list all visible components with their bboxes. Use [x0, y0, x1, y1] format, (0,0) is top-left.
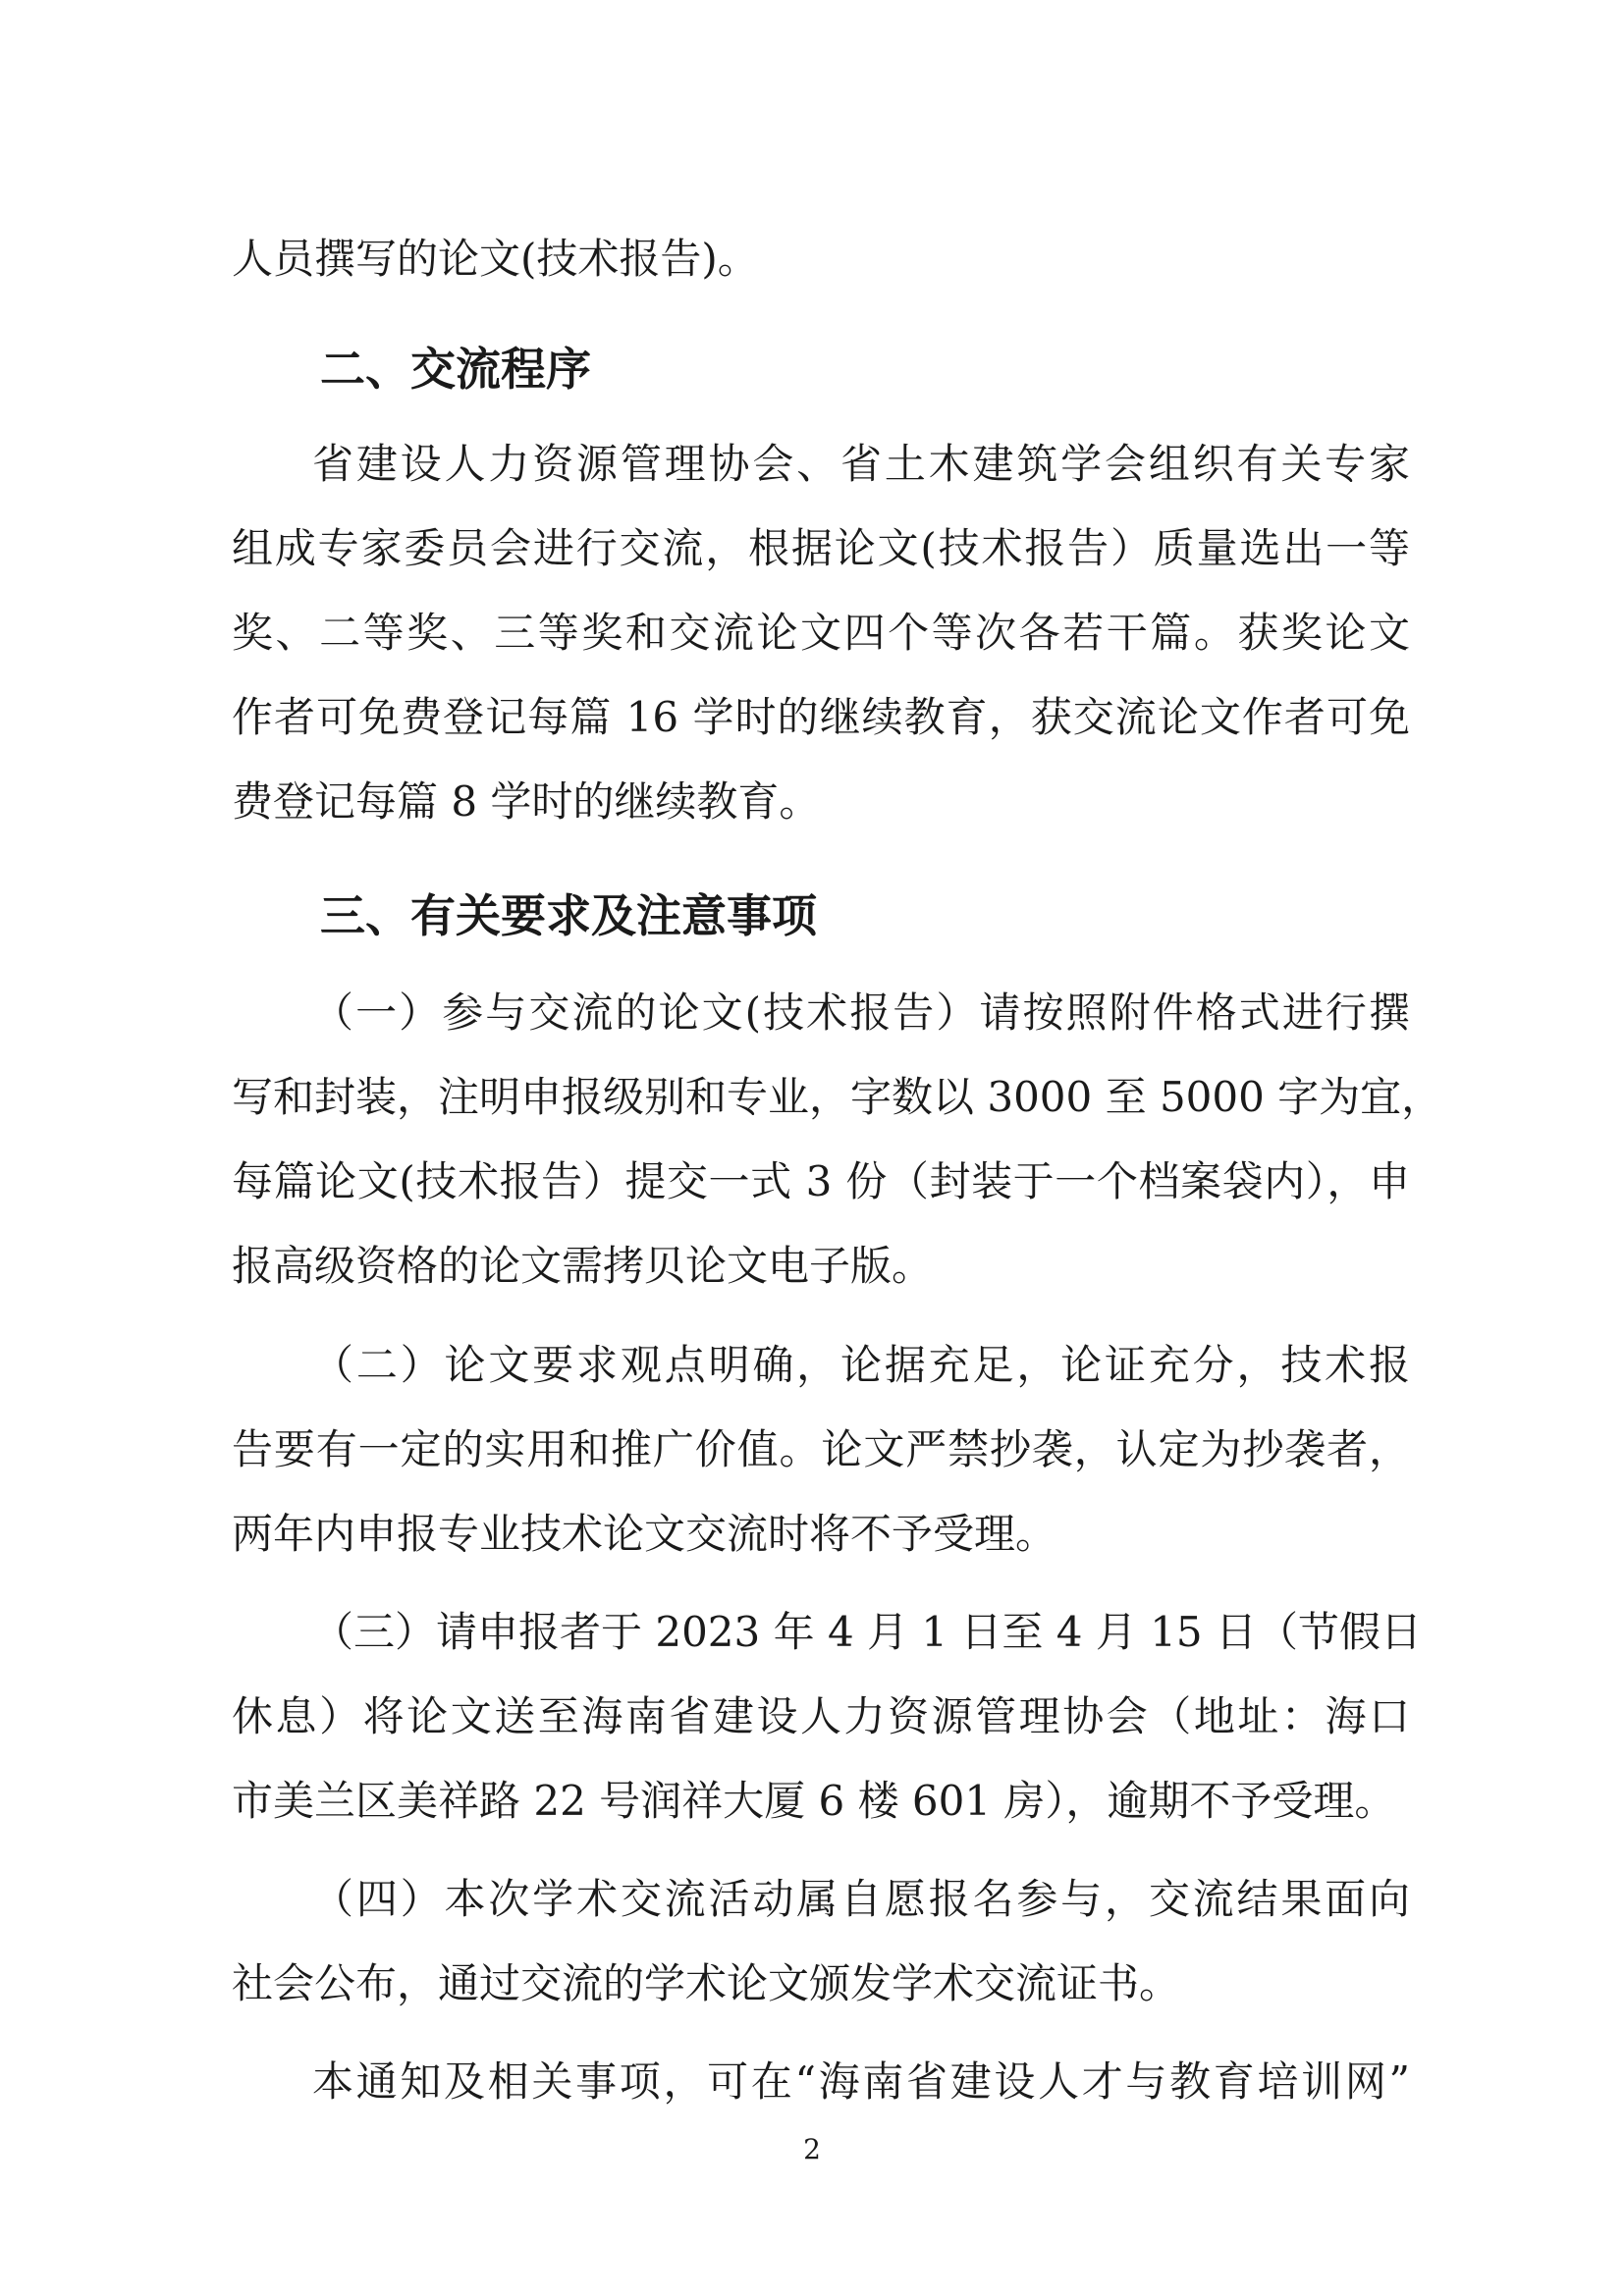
paragraph-line: （二）论文要求观点明确，论据充足，论证充分，技术报 [312, 1341, 1410, 1389]
paragraph-line: 报高级资格的论文需拷贝论文电子版。 [232, 1242, 934, 1290]
paragraph-line: 两年内申报专业技术论文交流时将不予受理。 [232, 1510, 1057, 1558]
paragraph-line: 奖、二等奖、三等奖和交流论文四个等次各若干篇。获奖论文 [232, 609, 1410, 657]
paragraph-line: （三）请申报者于 2023 年 4 月 1 日至 4 月 15 日（节假日 [312, 1608, 1423, 1656]
paragraph-line: 市美兰区美祥路 22 号润祥大厦 6 楼 601 房），逾期不予受理。 [232, 1777, 1396, 1825]
section-heading-3: 三、有关要求及注意事项 [320, 889, 817, 942]
paragraph-line: （四）本次学术交流活动属自愿报名参与，交流结果面向 [312, 1875, 1410, 1923]
paragraph-line: 人员撰写的论文(技术报告)。 [232, 235, 759, 283]
section-heading-2: 二、交流程序 [320, 343, 591, 396]
paragraph-line: 费登记每篇 8 学时的继续教育。 [232, 777, 821, 826]
paragraph-line: 作者可免费登记每篇 16 学时的继续教育，获交流论文作者可免 [232, 693, 1410, 741]
page-number: 2 [803, 2133, 821, 2165]
paragraph-line: （一）参与交流的论文(技术报告）请按照附件格式进行撰 [312, 988, 1410, 1037]
paragraph-line: 写和封装，注明申报级别和专业，字数以 3000 至 5000 字为宜， [232, 1073, 1443, 1121]
paragraph-line: 告要有一定的实用和推广价值。论文严禁抄袭，认定为抄袭者， [232, 1425, 1410, 1473]
paragraph-line: 本通知及相关事项，可在“海南省建设人才与教育培训网” [312, 2057, 1410, 2106]
paragraph-line: 休息）将论文送至海南省建设人力资源管理协会（地址：海口 [232, 1692, 1410, 1740]
paragraph-line: 每篇论文(技术报告）提交一式 3 份（封装于一个档案袋内），申 [232, 1157, 1410, 1205]
paragraph-line: 省建设人力资源管理协会、省土木建筑学会组织有关专家 [312, 440, 1410, 488]
paragraph-line: 社会公布，通过交流的学术论文颁发学术交流证书。 [232, 1959, 1181, 2007]
paragraph-line: 组成专家委员会进行交流，根据论文(技术报告）质量选出一等 [232, 524, 1410, 572]
